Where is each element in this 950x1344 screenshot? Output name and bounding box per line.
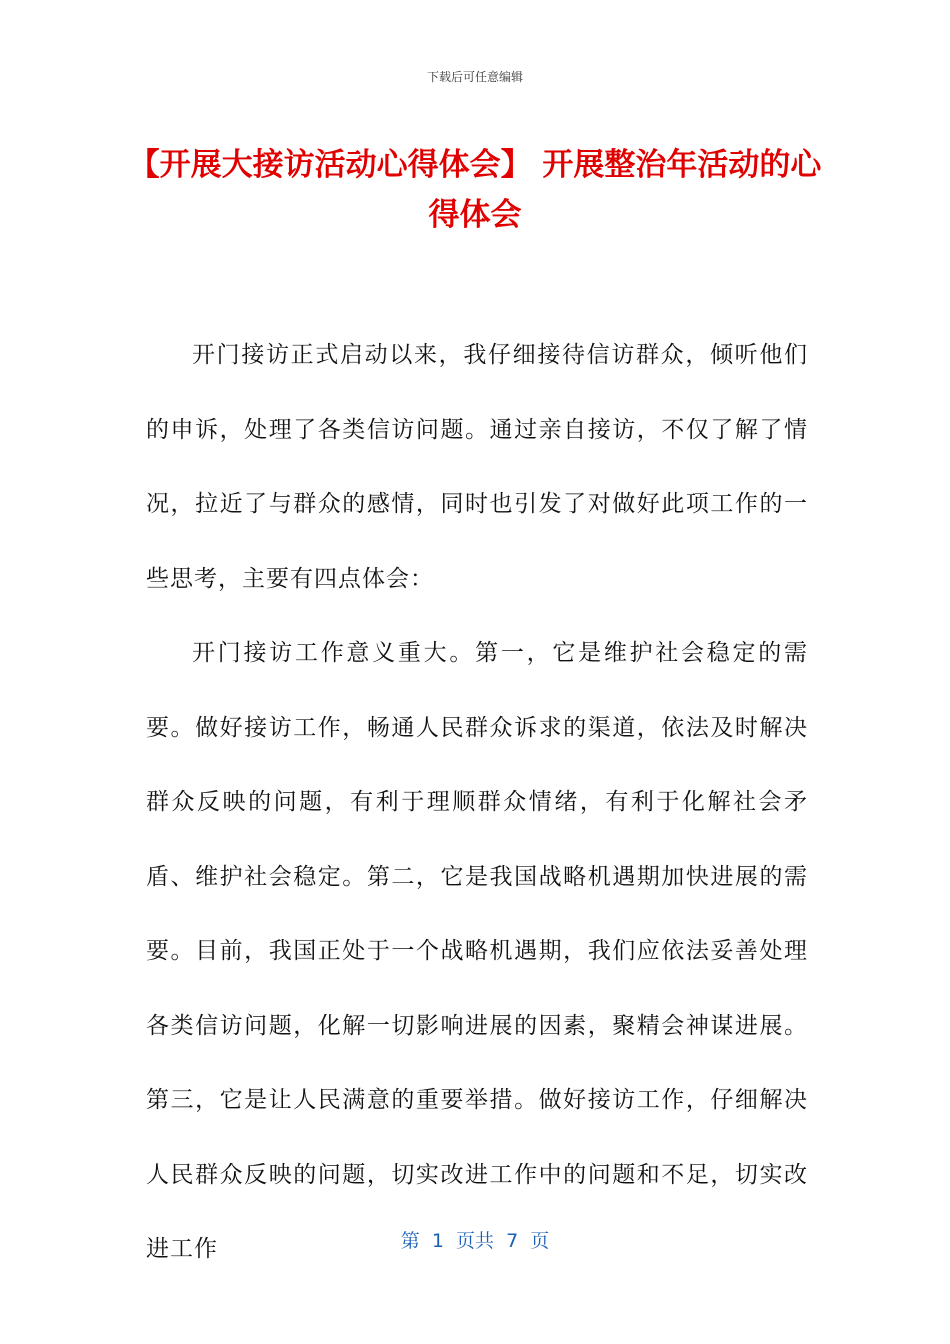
paragraph: 开门接访工作意义重大。第一，它是维护社会稳定的需要。做好接访工作，畅通人民群众诉求的渠道，依法及时解决群众反映的问题，有利于理顺群众情绪，有利于化解社会矛盾、维护社会稳定。第二，它是我国战略机遇期加快进展的需要。目前，我国正处于一个战略机遇期，我们应依法妥善处理各类信访问题，化解一切影响进展的因素，聚精会神谋进展。第三，它是让人民满意的重要举措。做好接访工作，仔细解决人民群众反映的问题，切实改进工作中的问题和不足，切实改进工作 <box>146 640 808 1262</box>
document-title: 【开展大接访活动心得体会】 开展整治年活动的心得体会 <box>128 147 822 233</box>
document-body <box>146 318 808 1287</box>
paragraph: 开门接访正式启动以来，我仔细接待信访群众，倾听他们的申诉，处理了各类信访问题。通过亲自接访，不仅了解了情况，拉近了与群众的感情，同时也引发了对做好此项工作的一些思考，主要有四点体会： <box>146 342 808 592</box>
header-note: 下载后可任意编辑 <box>426 70 523 84</box>
page-number: 第 1 页共 7 页 <box>400 1230 550 1252</box>
